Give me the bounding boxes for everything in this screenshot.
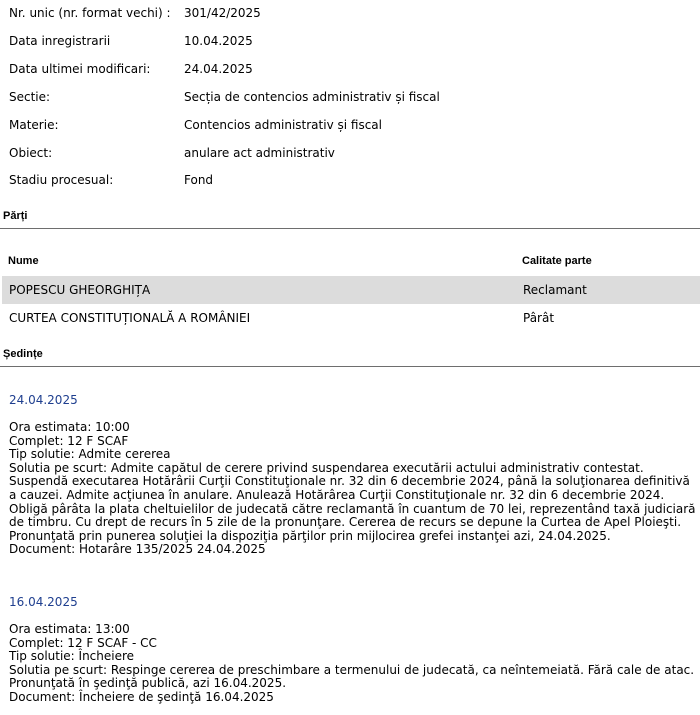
party-role: Reclamant <box>523 283 587 297</box>
column-header-role: Calitate parte <box>522 255 592 267</box>
info-label: Materie: <box>9 118 59 132</box>
divider <box>0 228 700 229</box>
info-value: 24.04.2025 <box>184 62 253 76</box>
info-value: Contencios administrativ și fiscal <box>184 118 382 132</box>
info-value: Secția de contencios administrativ și fiscal <box>184 90 440 104</box>
session-body <box>9 623 697 705</box>
info-row-sectie <box>0 84 700 112</box>
session-document: Document: Hotarâre 135/2025 24.04.2025 <box>9 542 266 557</box>
info-row-materie <box>0 112 700 140</box>
info-label: Sectie: <box>9 90 51 104</box>
section-title-parti: Părți <box>3 210 28 222</box>
session-document: Document: Încheiere de şedinţă 16.04.2025 <box>9 689 274 704</box>
party-name: POPESCU GHEORGHIȚA <box>9 283 151 297</box>
session-panel: Complet: 12 F SCAF <box>9 433 129 448</box>
info-row-data-inregistrarii <box>0 28 700 56</box>
session-item <box>9 393 697 557</box>
info-label: Nr. unic (nr. format vechi) : <box>9 6 171 20</box>
session-body <box>9 421 697 557</box>
info-label: Stadiu procesual: <box>9 173 114 187</box>
info-value: anulare act administrativ <box>184 146 335 160</box>
party-name: CURTEA CONSTITUȚIONALĂ A ROMÂNIEI <box>9 311 251 325</box>
session-time: Ora estimata: 13:00 <box>9 622 130 636</box>
info-row-stadiu-procesual <box>0 167 700 195</box>
info-label: Obiect: <box>9 146 53 160</box>
info-row-data-ultimei-modificari <box>0 56 700 84</box>
parties-table-header <box>0 250 700 272</box>
session-item <box>9 595 697 705</box>
info-row-obiect <box>0 140 700 168</box>
column-header-name: Nume <box>8 255 39 267</box>
section-title-sedinte: Ședințe <box>3 348 43 360</box>
table-row <box>2 304 700 332</box>
table-row <box>2 276 700 304</box>
info-value: 10.04.2025 <box>184 34 253 48</box>
session-solution-summary: Solutia pe scurt: Respinge cererea de preschimbare a termenului de judecată, ca neîntemeiată. Fără cale de atac. Pronunţată în şedinţă publică, azi 16.04.2025. <box>9 662 695 691</box>
session-panel: Complet: 12 F SCAF - CC <box>9 635 157 650</box>
info-value: 301/42/2025 <box>184 6 261 20</box>
session-date: 24.04.2025 <box>9 393 78 407</box>
session-time: Ora estimata: 10:00 <box>9 420 130 434</box>
party-role: Pârât <box>523 311 555 325</box>
session-solution-summary: Solutia pe scurt: Admite capătul de cerere privind suspendarea executării actului administrativ contestat. Suspendă executarea Hotărârii Curţii Constituţionale nr. 32 din 6 decembrie 2024, până la soluţionarea definitivă a cauzei. Admite acţiunea în anulare. Anulează Hotărârea Curţii Constituţionale nr. 32 din 6 decembrie 2024. Obligă pârâta la plata cheltuielilor de judecată către reclamantă în cuantum de 70 lei, reprezentând taxă judiciară de timbru. Cu drept de recurs în 5 zile de la pronunţare. Cererea de recurs se depune la Curtea de Apel Ploieşti. Pronunţată prin punerea soluţiei la dispoziţia părţilor prin mijlocirea grefei instanţei azi, 24.04.2025. <box>9 460 696 543</box>
divider <box>0 366 700 367</box>
info-label: Data ultimei modificari: <box>9 62 151 76</box>
info-value: Fond <box>184 173 214 187</box>
info-row-nr-unic <box>0 0 700 28</box>
session-solution-type: Tip solutie: Admite cererea <box>9 447 171 462</box>
info-label: Data inregistrarii <box>9 34 111 48</box>
session-date: 16.04.2025 <box>9 595 78 609</box>
session-solution-type: Tip solutie: Încheiere <box>9 649 135 664</box>
